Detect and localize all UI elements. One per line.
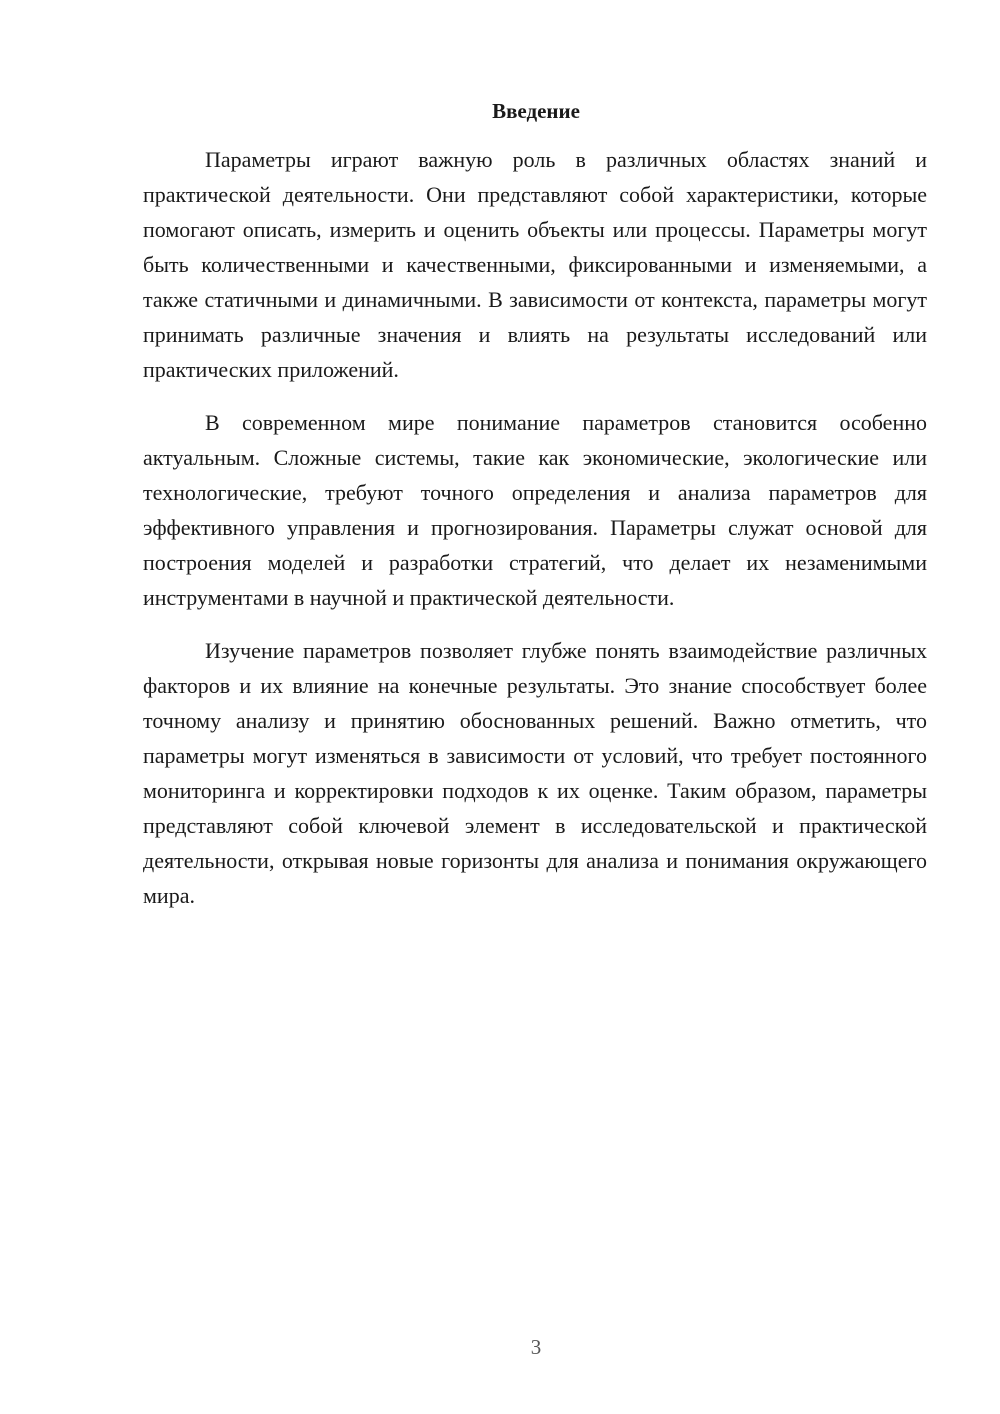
paragraph-3: Изучение параметров позволяет глубже понять взаимодействие различных факторов и их влияние на конечные результаты. Это знание способствует более точному анализу и принятию обоснованных решений. Важно отметить, что параметры могут изменяться в зависимости от условий, что требует постоянного мониторинга и корректировки подходов к их оценке. Таким образом, параметры представляют собой ключевой элемент в исследовательской и практической деятельности, открывая новые горизонты для анализа и понимания окружающего мира. <box>143 638 927 908</box>
paragraph-1: Параметры играют важную роль в различных областях знаний и практической деятельности. Они представляют собой характеристики, которые помогают описать, измерить и оценить объекты или процессы. Параметры могут быть количественными и качественными, фиксированными и изменяемыми, а также статичными и динамичными. В зависимости от контекста, параметры могут принимать различные значения и влиять на результаты исследований или практических приложений. <box>143 147 927 382</box>
page-heading: Введение <box>492 99 580 123</box>
body-text <box>143 142 927 931</box>
page-number: 3 <box>530 1335 542 1359</box>
paragraph-2: В современном мире понимание параметров становится особенно актуальным. Сложные системы, такие как экономические, экологические или технологические, требуют точного определения и анализа параметров для эффективного управления и прогнозирования. Параметры служат основой для построения моделей и разработки стратегий, что делает их незаменимыми инструментами в научной и практической деятельности. <box>143 410 927 610</box>
